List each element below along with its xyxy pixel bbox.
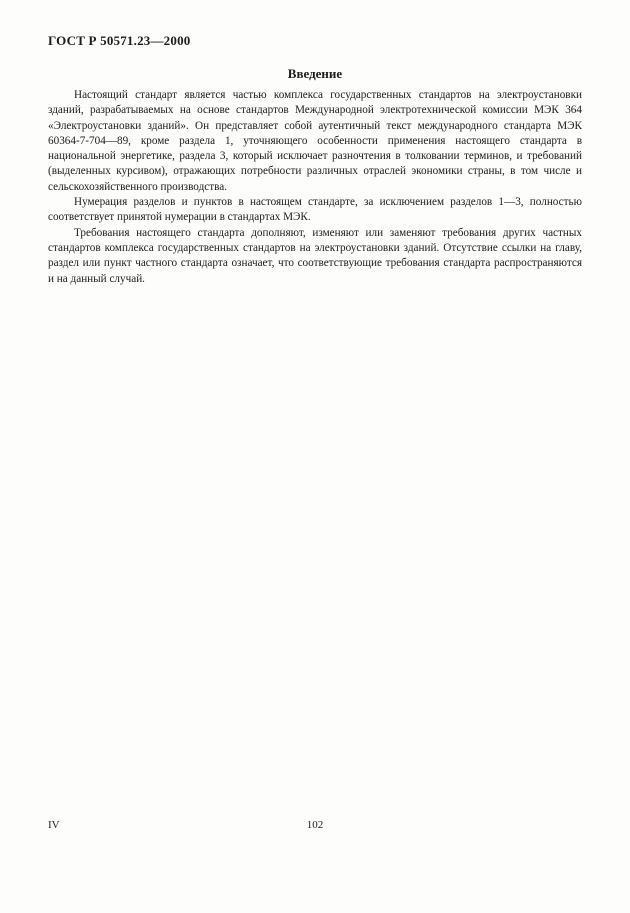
- paragraph-3: Требования настоящего стандарта дополняют, изменяют или заменяют требования других частных стандартов комплекса государственных стандартов на электроустановки зданий. Отсутствие ссылки на главу, раздел или пункт частного стандарта означает, что соответствующие требования стандарта распространяются и на данный случай.: [48, 226, 582, 285]
- section-body: [48, 88, 582, 287]
- page-number: 102: [306, 819, 324, 831]
- paragraph-2: Нумерация разделов и пунктов в настоящем стандарте, за исключением разделов 1—3, полностью соответствует принятой нумерации в стандартах МЭК.: [48, 196, 582, 224]
- document-header: ГОСТ Р 50571.23—2000: [48, 33, 191, 48]
- paragraph-1: Настоящий стандарт является частью комплекса государственных стандартов на электроустановки зданий, разрабатываемых на основе стандартов Международной электротехнической комиссии МЭК 364 «Электроустановки зданий». Он представляет собой аутентичный текст международного стандарта МЭК 60364-7-704—89, кроме раздела 1, уточняющего особенности применения настоящего стандарта в национальной энергетике, раздела 3, который исключает разночтения в толковании терминов, и требований (выделенных курсивом), отражающих потребности различных отраслей экономики страны, в том числе и сельскохозяйственного производства.: [48, 89, 582, 193]
- section-title: Введение: [287, 66, 343, 81]
- page-roman-numeral: IV: [48, 819, 60, 831]
